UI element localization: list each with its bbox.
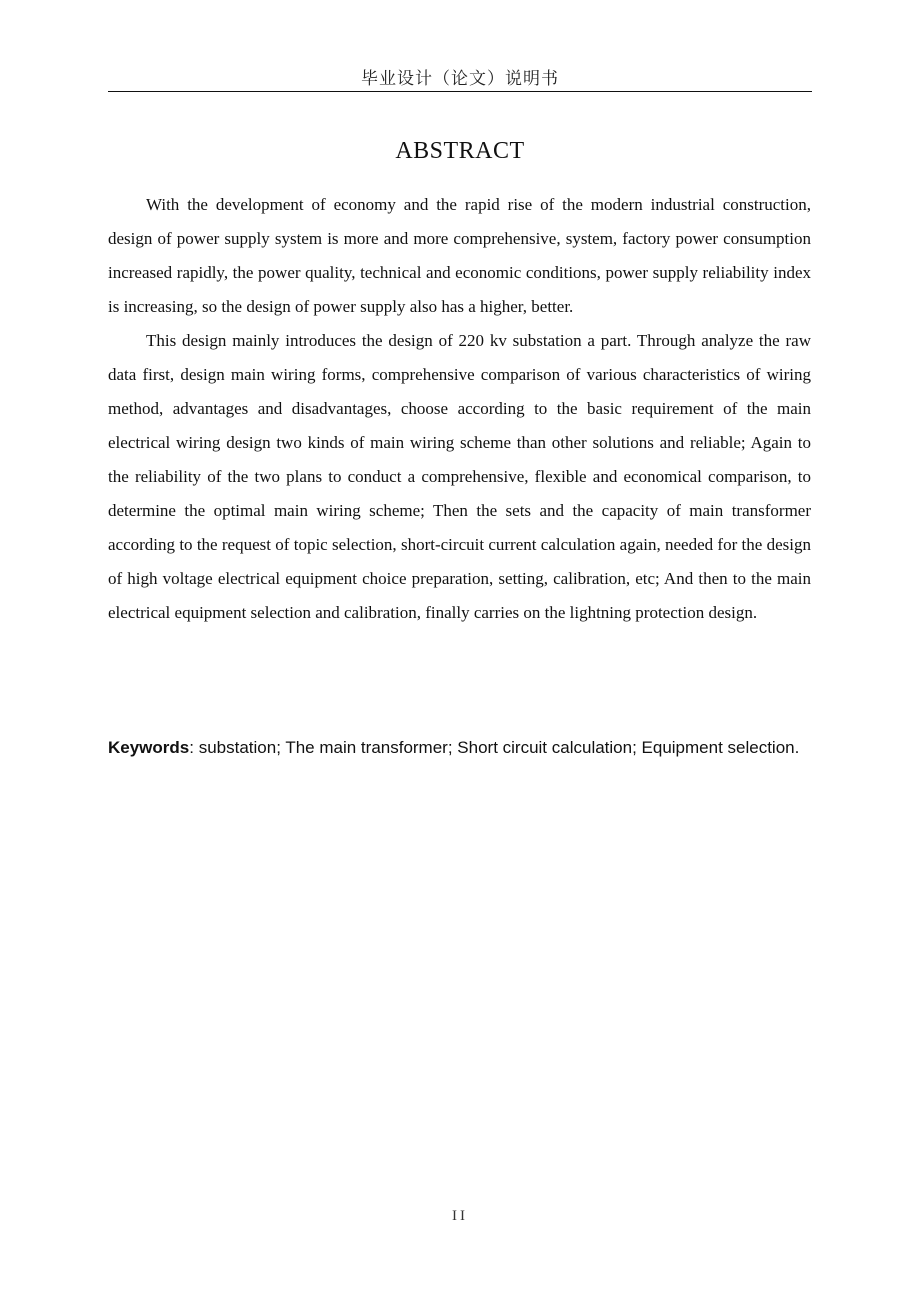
page-number: II: [452, 1208, 468, 1224]
page-header-title: 毕业设计（论文）说明书: [361, 69, 559, 89]
header-divider: [108, 91, 812, 92]
abstract-heading: ABSTRACT: [395, 138, 525, 164]
keywords-text: substation; The main transformer; Short circuit calculation; Equipment selection.: [193, 738, 800, 757]
keywords-line: [108, 733, 828, 763]
keywords-label: Keywords: [108, 738, 190, 757]
keywords-separator: :: [189, 738, 194, 757]
abstract-body: [108, 188, 811, 630]
abstract-paragraph-2: This design mainly introduces the design of 220 kv substation a part. Through analyze the raw data first, design main wiring forms, comprehensive comparison of various characteristics of wiring method, advantages and disadvantages, choose according to the basic requirement of the main electrical wiring design two kinds of main wiring scheme than other solutions and reliable; Again to the reliability of the two plans to conduct a comprehensive, flexible and economical comparison, to determine the optimal main wiring scheme; Then the sets and the capacity of main transformer according to the request of topic selection, short-circuit current calculation again, needed for the design of high voltage electrical equipment choice preparation, setting, calibration, etc; And then to the main electrical equipment selection and calibration, finally carries on the lightning protection design.: [108, 331, 811, 622]
abstract-paragraph-1: With the development of economy and the rapid rise of the modern industrial construction, design of power supply system is more and more comprehensive, system, factory power consumption increased rapidly, the power quality, technical and economic conditions, power supply reliability index is increasing, so the design of power supply also has a higher, better.: [108, 195, 811, 316]
